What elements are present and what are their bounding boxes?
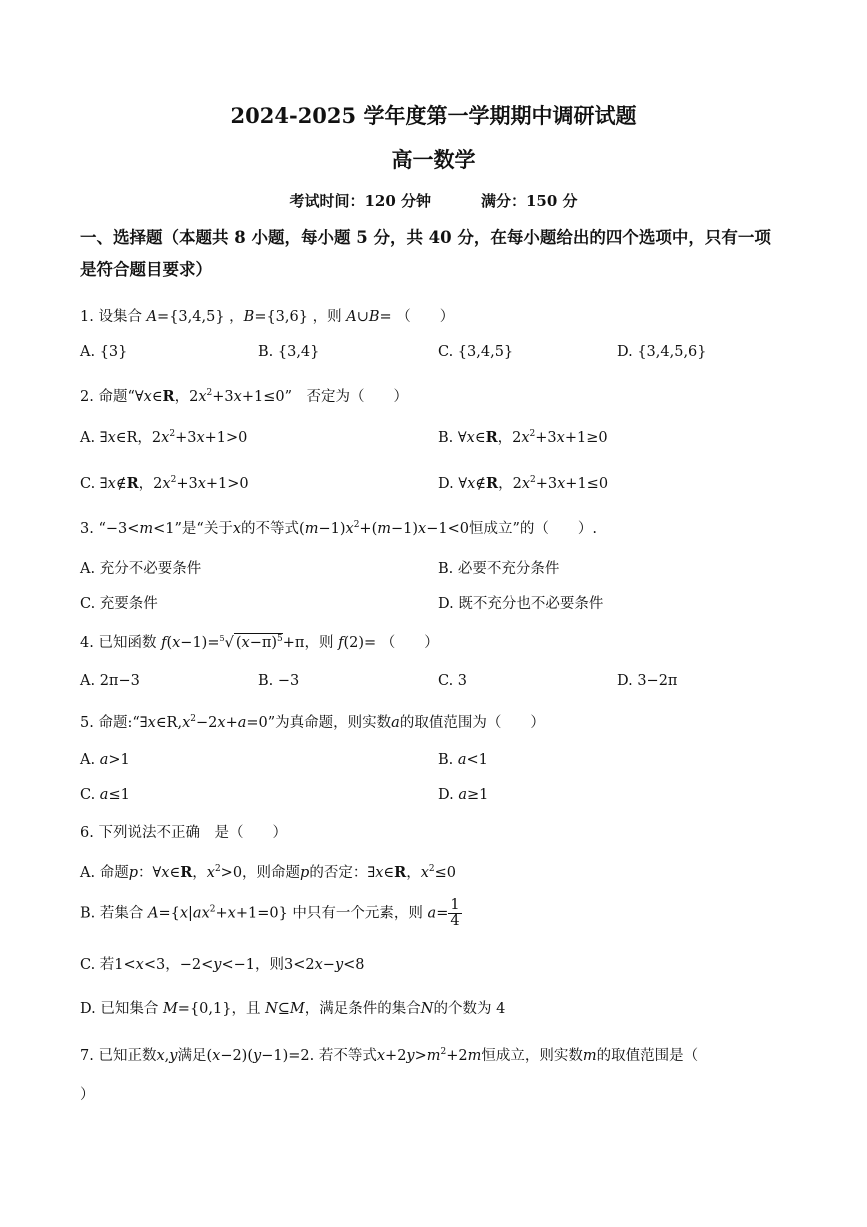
q1-option-a[interactable]: A. {3} [80,344,128,360]
section-heading-line2: 是符合题目要求） [80,260,212,279]
q2-option-d[interactable]: D. ∀x∉R，$2x^2+3x+1\le 0$ [438,475,609,492]
q3-option-b[interactable]: B. 必要不充分条件 [438,561,560,577]
question-4: 4. 已知函数 f(x−1)=$^5$√ $(x-\pi)^5+\pi$，则 f(2)= （ ） [80,634,439,651]
q4-option-c[interactable]: C. 3 [438,673,468,689]
exam-score: 满分：150 分 [481,192,578,210]
question-5: 5. 命题$:“\exists x\in R,x^2-2x+a=0$”为真命题，则实数a的取值范围为（ ） [80,714,545,731]
q6-option-c[interactable]: C. 若1<x<3，−2<y<−1，则3<2x−y<8 [80,957,365,973]
subject-title: 高一数学 [391,147,476,172]
q1-option-d[interactable]: D. {3,4,5,6} [617,344,707,360]
section-heading [80,222,800,286]
exam-time: 考试时间：120 分钟 [289,192,431,210]
q5-option-b[interactable]: B. a<1 [438,752,488,768]
q6-option-d[interactable]: D. 已知集合 M={0,1}，且 N⊆M，满足条件的集合N的个数为 4 [80,1001,506,1017]
q2-option-c[interactable]: C. ∃x∉R，$2x^2+3x+1>0$ [80,475,249,492]
q1-option-c[interactable]: C. {3,4,5} [438,344,514,360]
q1-option-b[interactable]: B. {3,4} [258,344,320,360]
q3-option-d[interactable]: D. 既不充分也不必要条件 [438,596,604,612]
q4-option-b[interactable]: B. −3 [258,673,300,689]
q2-option-a[interactable]: A. ∃x∈R，$2x^2+3x+1>0$ [80,429,248,446]
question-6: 6. 下列说法不正确 是（ ） [80,825,287,841]
question-7-cont: ） [80,1087,95,1103]
exam-meta [0,190,867,211]
q3-option-c[interactable]: C. 充要条件 [80,596,158,612]
q5-option-a[interactable]: A. a>1 [80,752,130,768]
exam-title: 2024-2025 学年度第一学期期中调研试题 [230,103,637,128]
question-1: 1. 设集合 A={3,4,5} ，B={3,6} ，则 A∪B= （ ） [80,309,455,325]
question-3: 3. “−3<m<1”是“关于x的不等式$(m-1)x^2+(m-1)x-1<0$恒成立”的（ ）. [80,520,597,537]
question-2: 2. 命题“∀x∈R，$2x^2+3x+1\le 0$” 否定为（ ） [80,388,408,405]
q4-option-a[interactable]: A. 2π−3 [80,673,140,689]
q6-option-b[interactable]: B. 若集合 $A=\{x|ax^2+x+1=0\}$ 中只有一个元素，则 a= $\frac{1}{4}$ [80,897,460,930]
q4-option-d[interactable]: D. 3−2π [617,673,678,689]
question-7: 7. 已知正数x,y满足(x−2)(y−1)=2. 若不等式$x+2y>m^2+2m$恒成立，则实数m的取值范围是（ [80,1047,699,1064]
q2-option-b[interactable]: B. ∀x∈R，$2x^2+3x+1\ge 0$ [438,429,608,446]
q3-option-a[interactable]: A. 充分不必要条件 [80,561,202,577]
q6-option-a[interactable]: A. 命题p：∀x∈R，$x^2>0$，则命题p的否定：∃x∈R，$x^2\le 0$ [80,864,456,881]
q5-option-d[interactable]: D. a≥1 [438,787,489,803]
q5-option-c[interactable]: C. a≤1 [80,787,130,803]
section-heading-line1: 一、选择题（本题共 8 小题，每小题 5 分，共 40 分，在每小题给出的四个选项中，只有一项 [80,228,771,247]
